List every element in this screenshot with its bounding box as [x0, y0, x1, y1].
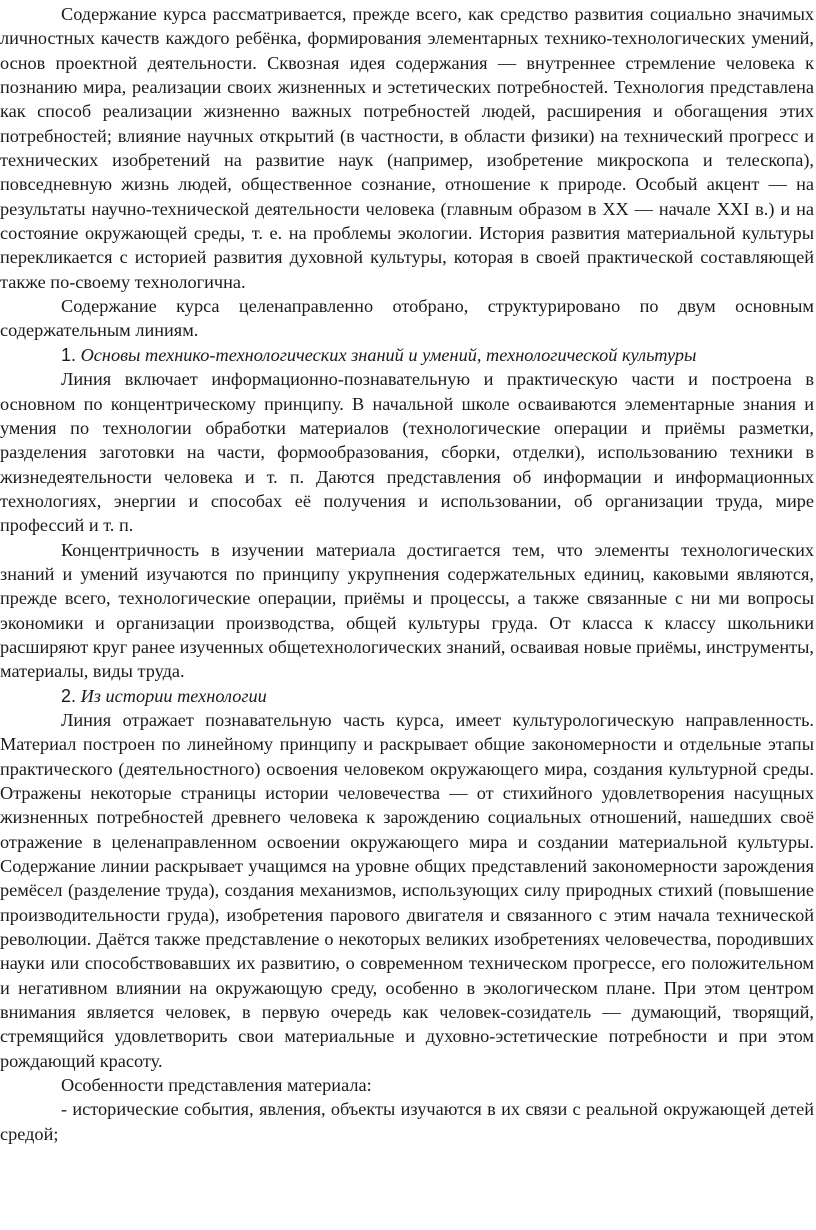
section-1-paragraph-2: Концентричность в изучении материала достигается тем, что элементы технологических знаний и умений изучаются по принципу укрупнения содержательных единиц, каковыми являются, прежде всего, технологические операции, приёмы и процессы, а также связанные с ни ми вопросы экономики и организации производства, общей культуры груда. От класса к классу школьники расширяют круг ранее изученных общетехнологических знаний, осваивая новые приёмы, инструменты, материалы, виды труда.	[0, 539, 814, 682]
section-2-heading	[0, 684, 814, 708]
section-1-paragraph-1: Линия включает информационно-познавательную и практическую части и построена в основном по концентрическому принципу. В начальной школе осваиваются элементарные знания и умения по технологии обработки материалов (технологические операции и приёмы разметки, разделения заготовки на части, формообразования, сборки, отделки), использованию техники в жизнедеятельности человека и т. п. Даются представления об информации и информационных технологиях, энергии и способах её получения и использовании, об организации труда, мире профессий и т. п.	[0, 369, 814, 536]
section-2-number: 2.	[61, 685, 77, 706]
section-2-paragraph-2: Особенности представления материала:	[61, 1075, 372, 1096]
section-1-heading	[0, 343, 814, 367]
intro-paragraph-1: Содержание курса рассматривается, прежде всего, как средство развития социально значимых личностных качеств каждого ребёнка, формирования элементарных технико-технологических умений, основ проектной деятельности. Сквозная идея содержания — внутреннее стремление человека к познанию мира, реализации своих жизненных и эстетических потребностей. Технология представлена как способ реализации жизненно важных потребностей людей, расширения и обогащения этих потребностей; влияние научных открытий (в частности, в области физики) на технический прогресс и технических изобретений на развитие наук (например, изобретение микроскопа и телескопа), повседневную жизнь людей, общественное сознание, отношение к природе. Особый акцент — на результаты научно-технической деятельности человека (главным образом в XX — начале XXI в.) и на состояние окружающей среды, т. е. на проблемы экологии. История развития материальной культуры перекликается с историей развития духовной культуры, которая в своей практической составляющей также по-своему технологична.	[0, 4, 814, 292]
section-2-paragraph-1: Линия отражает познавательную часть курса, имеет культурологическую направленность. Материал построен по линейному принципу и раскрывает общие закономерности и отдельные этапы практического (деятельностного) освоения человеком окружающего мира, создания культурной среды. Отражены некоторые страницы истории человечества — от стихийного удовлетворения насущных жизненных потребностей древнего человека к зарождению социальных отношений, нашедших своё отражение в целенаправленном освоении окружающего мира и создании материальной культуры. Содержание линии раскрывает учащимся на уровне общих представлений закономерности зарождения ремёсел (разделение труда), создания механизмов, использующих силу природных стихий (повышение производительности груда), изобретения парового двигателя и связанного с этим начала технической революции. Даётся также представление о некоторых великих изобретениях человечества, породивших науки или способствовавших их развитию, о современном техническом прогрессе, его положительном и негативном влиянии на окружающую среду, особенно в экологическом плане. При этом центром внимания является человек, в первую очередь как человек-созидатель — думающий, творящий, стремящийся удовлетворить свои материальные и духовно-эстетические потребности и при этом рождающий красоту.	[0, 709, 814, 1071]
section-2-title: Из истории технологии	[80, 685, 267, 706]
section-1-title: Основы технико-технологических знаний и умений, технологической культуры	[80, 344, 697, 365]
section-2-list-item-1: - исторические события, явления, объекты изучаются в их связи с реальной окружающей детей средой;	[0, 1099, 814, 1144]
intro-paragraph-2: Содержание курса целенаправленно отобрано, структурировано по двум основным содержательным линиям.	[0, 296, 814, 341]
section-1-number: 1.	[61, 344, 77, 365]
